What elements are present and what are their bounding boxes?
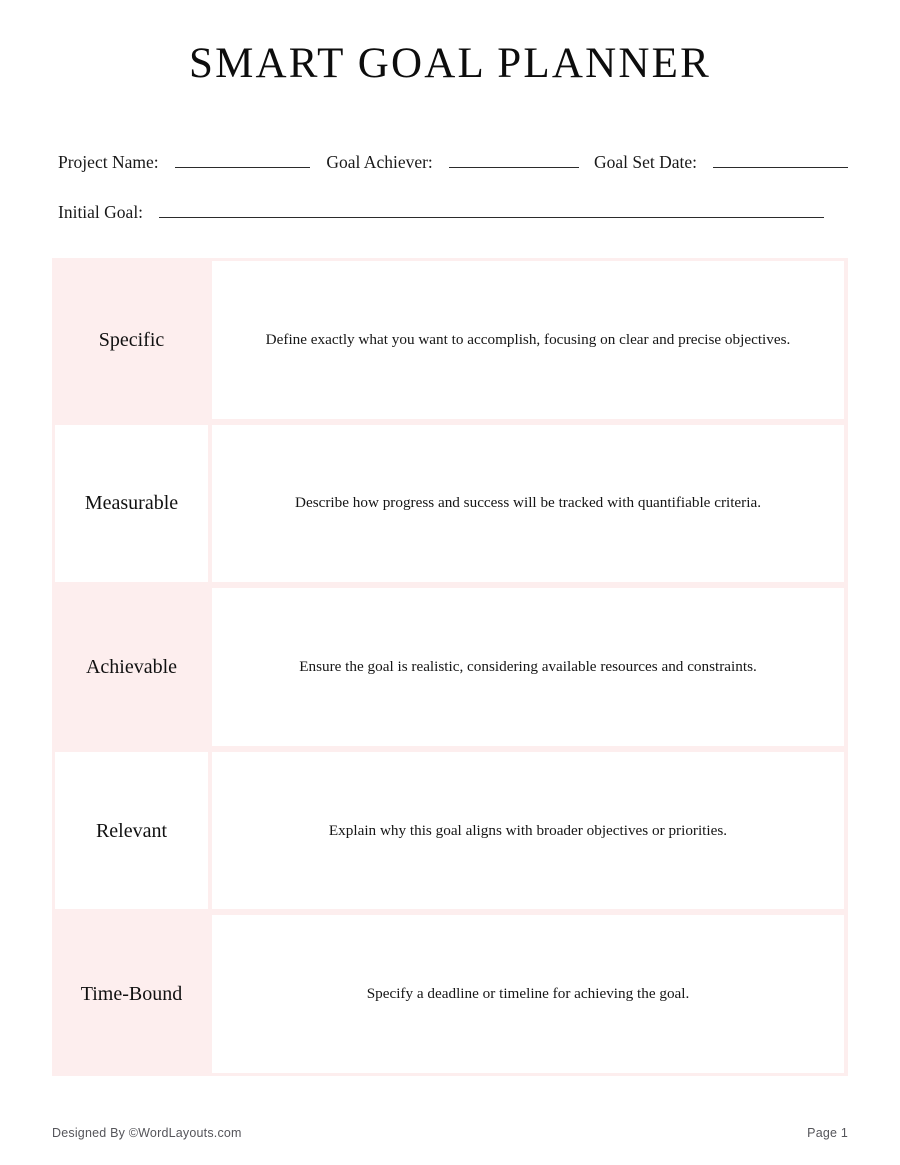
table-row	[52, 258, 848, 422]
criteria-entry-relevant[interactable]: Explain why this goal aligns with broader objectives or priorities.	[212, 752, 844, 910]
criteria-entry-achievable[interactable]: Ensure the goal is realistic, considering available resources and constraints.	[212, 588, 844, 746]
form-row-top	[58, 152, 848, 173]
field-label-goal-set-date: Goal Set Date:	[593, 152, 697, 172]
initial-goal-input[interactable]	[159, 203, 824, 218]
header-form	[0, 152, 900, 242]
field-label-initial-goal: Initial Goal:	[58, 202, 144, 222]
criteria-label-measurable: Measurable	[55, 425, 208, 583]
criteria-label-relevant: Relevant	[55, 752, 208, 910]
field-label-goal-achiever: Goal Achiever:	[326, 152, 433, 172]
field-goal-set-date	[594, 152, 848, 173]
project-name-input[interactable]	[175, 153, 310, 168]
table-row	[52, 912, 848, 1076]
table-row	[52, 749, 848, 913]
table-row	[52, 585, 848, 749]
field-project-name	[58, 152, 310, 173]
page-footer	[52, 1126, 848, 1140]
criteria-entry-time-bound[interactable]: Specify a deadline or timeline for achieving the goal.	[212, 915, 844, 1073]
footer-credit: Designed By ©WordLayouts.com	[52, 1126, 242, 1140]
goal-achiever-input[interactable]	[449, 153, 579, 168]
page-title: SMART GOAL PLANNER	[188, 40, 711, 87]
form-row-initial-goal	[58, 202, 848, 223]
field-goal-achiever	[326, 152, 578, 173]
footer-page-number: Page 1	[807, 1126, 848, 1140]
criteria-label-achievable: Achievable	[55, 588, 208, 746]
criteria-label-specific: Specific	[55, 261, 208, 419]
field-label-project-name: Project Name:	[58, 152, 159, 172]
criteria-entry-measurable[interactable]: Describe how progress and success will be tracked with quantifiable criteria.	[212, 425, 844, 583]
criteria-entry-specific[interactable]: Define exactly what you want to accomplish, focusing on clear and precise objectives.	[212, 261, 844, 419]
criteria-label-time-bound: Time-Bound	[55, 915, 208, 1073]
goal-set-date-input[interactable]	[713, 153, 848, 168]
table-row	[52, 422, 848, 586]
smart-criteria-table	[52, 258, 848, 1076]
field-initial-goal	[58, 202, 824, 223]
